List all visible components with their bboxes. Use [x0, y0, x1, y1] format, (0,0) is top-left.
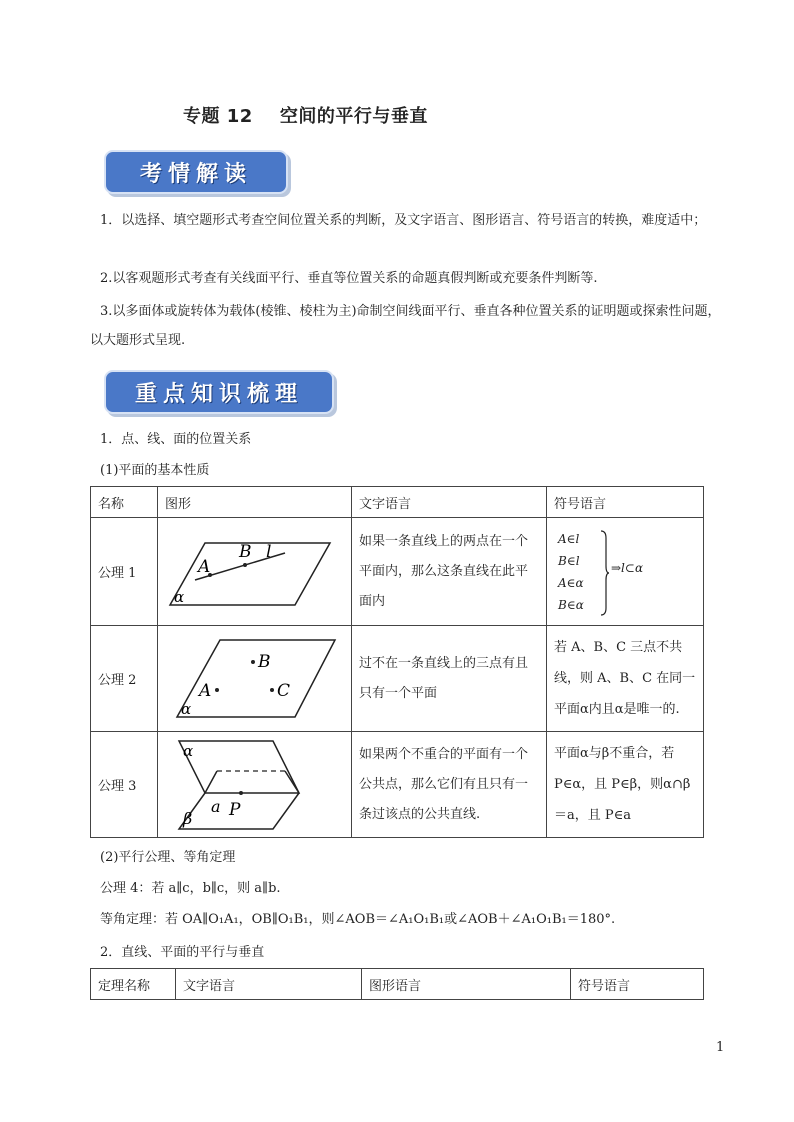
header-cell: 名称 — [91, 487, 158, 518]
symbol-result: ⇒l⊂α — [611, 560, 644, 575]
header-cell: 文字语言 — [176, 969, 362, 1000]
table-header-row — [91, 969, 704, 1000]
text-language: 如果一条直线上的两点在一个平面内，那么这条直线在此平面内 — [352, 518, 547, 626]
table-row — [91, 626, 704, 732]
figure-cell — [158, 732, 352, 838]
page-number: 1 — [716, 1040, 725, 1055]
axioms-table — [90, 486, 704, 838]
symbol-line: B∈α — [558, 597, 584, 612]
symbol-line: B∈l — [558, 553, 580, 568]
brace-icon — [600, 530, 610, 616]
table-row — [91, 518, 704, 626]
label-B: B — [258, 651, 271, 672]
text-language: 过不在一条直线上的三点有且只有一个平面 — [352, 626, 547, 732]
symbol-language: 平面α与β不重合，若 P∈α，且 P∈β，则α∩β＝a，且 P∈a — [547, 732, 704, 838]
axiom-4: 公理 4：若 a∥c，b∥c，则 a∥b. — [100, 881, 281, 896]
subsection-heading-2: (2)平行公理、等角定理 — [100, 850, 236, 865]
row-name: 公理 2 — [91, 626, 158, 732]
text-language: 如果两个不重合的平面有一个公共点，那么它们有且只有一条过该点的公共直线. — [352, 732, 547, 838]
intro-paragraph-2: 2.以客观题形式考查有关线面平行、垂直等位置关系的命题真假判断或充要条件判断等. — [100, 271, 598, 286]
table-row — [91, 732, 704, 838]
banner-key-points — [104, 370, 334, 414]
subsection-heading-1: (1)平面的基本性质 — [100, 463, 210, 478]
header-cell: 符号语言 — [547, 487, 704, 518]
figure-cell — [158, 518, 352, 626]
label-A: A — [198, 556, 211, 577]
symbol-language: 若 A、B、C 三点不共线，则 A、B、C 在同一平面α内且α是唯一的. — [547, 626, 704, 732]
label-C: C — [277, 680, 291, 701]
label-a: a — [211, 796, 221, 816]
table-header-row — [91, 487, 704, 518]
parallel-perpendicular-table — [90, 968, 704, 1000]
section-heading-2: 2．直线、平面的平行与垂直 — [100, 945, 265, 960]
symbol-language — [547, 518, 704, 626]
equal-angle-theorem: 等角定理：若 OA∥O₁A₁，OB∥O₁B₁，则∠AOB＝∠A₁O₁B₁或∠AOB＋∠A₁O₁B₁＝180°. — [100, 912, 616, 927]
label-alpha: α — [181, 699, 192, 718]
header-cell: 文字语言 — [352, 487, 547, 518]
symbol-line: A∈α — [558, 575, 584, 590]
label-beta: β — [183, 808, 193, 828]
figure-cell — [158, 626, 352, 732]
header-cell: 符号语言 — [571, 969, 704, 1000]
axiom2-figure — [165, 632, 340, 722]
symbol-line: A∈l — [558, 531, 580, 546]
section-heading-1: 1．点、线、面的位置关系 — [100, 432, 252, 447]
label-alpha: α — [174, 587, 185, 606]
row-name: 公理 3 — [91, 732, 158, 838]
label-alpha: α — [183, 741, 194, 760]
intro-paragraph-1: 1．以选择、填空题形式考查空间位置关系的判断，及文字语言、图形语言、符号语言的转换，难度适中； — [100, 213, 707, 228]
label-P: P — [229, 799, 241, 820]
page-title: 专题 12 空间的平行与垂直 — [183, 106, 428, 127]
label-A: A — [199, 680, 212, 701]
header-cell: 图形语言 — [362, 969, 571, 1000]
axiom1-figure — [165, 525, 340, 615]
header-cell: 定理名称 — [91, 969, 176, 1000]
banner-label: 重点知识梳理 — [134, 382, 303, 407]
header-cell: 图形 — [158, 487, 352, 518]
row-name: 公理 1 — [91, 518, 158, 626]
intro-paragraph-3: 3.以多面体或旋转体为载体(棱锥、棱柱为主)命制空间线面平行、垂直各种位置关系的证明题或探索性问题，以大题形式呈现. — [90, 304, 721, 348]
label-l: l — [266, 541, 272, 562]
banner-exam-analysis — [104, 150, 288, 194]
banner-label: 考情解读 — [139, 162, 252, 187]
axiom3-figure — [165, 735, 340, 831]
label-B: B — [239, 541, 252, 562]
